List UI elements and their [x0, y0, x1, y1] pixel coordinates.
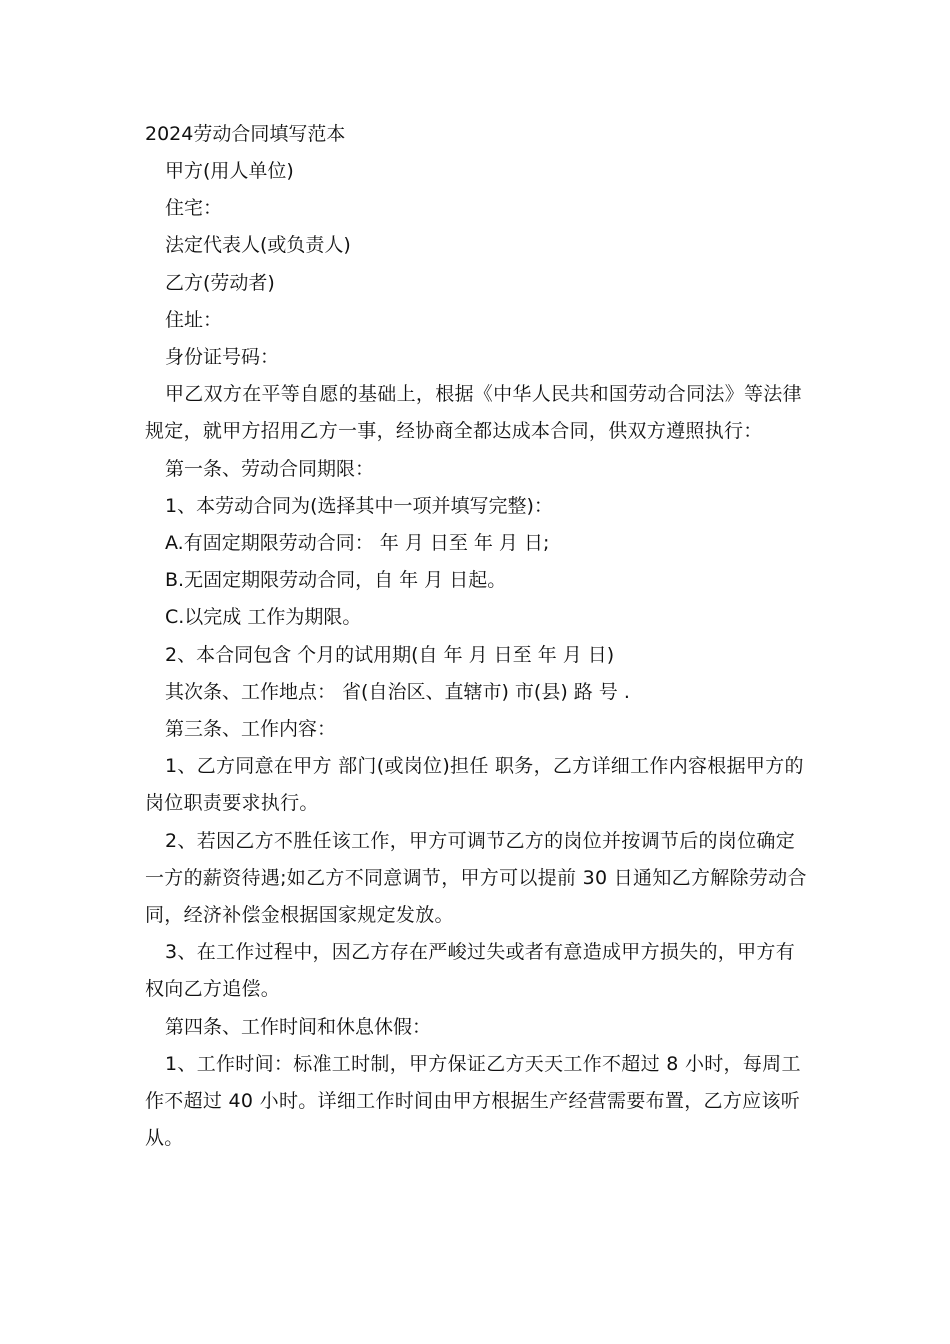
document-body	[145, 116, 825, 1157]
party-a-label: 甲方(用人单位)	[165, 160, 294, 182]
article-4-heading: 第四条、工作时间和休息休假：	[165, 1015, 432, 1038]
party-b-label: 乙方(劳动者)	[165, 271, 275, 294]
article-1-clause-1: 1、本劳动合同为(选择其中一项并填写完整)：	[165, 494, 553, 517]
id-number-label: 身份证号码：	[165, 346, 280, 369]
article-3-clause-3: 3、在工作过程中，因乙方存在严峻过失或者有意造成甲方损失的，甲方有权向乙方追偿。	[145, 941, 795, 1001]
article-1-option-c: C.以完成 工作为期限。	[165, 606, 362, 629]
article-1-option-a: A.有固定期限劳动合同： 年 月 日至 年 月 日;	[165, 532, 550, 555]
article-4-clause-1: 1、工作时间：标准工时制，甲方保证乙方天天工作不超过 8 小时，每周工作不超过 40 小时。详细工作时间由甲方根据生产经营需要布置，乙方应该听从。	[145, 1052, 801, 1150]
article-1-clause-2: 2、本合同包含 个月的试用期(自 年 月 日至 年 月 日)	[165, 643, 615, 666]
legal-representative-label: 法定代表人(或负责人)	[165, 234, 351, 257]
article-1-option-b: B.无固定期限劳动合同，自 年 月 日起。	[165, 569, 507, 592]
party-b-address-label: 住址：	[165, 308, 223, 331]
party-a-address-label: 住宅：	[165, 197, 223, 220]
article-3-clause-2: 2、若因乙方不胜任该工作，甲方可调节乙方的岗位并按调节后的岗位确定一方的薪资待遇;如乙方不同意调节，甲方可以提前 30 日通知乙方解除劳动合同，经济补偿金根据国家规定发放。	[145, 829, 807, 927]
article-1-heading: 第一条、劳动合同期限：	[165, 457, 375, 480]
article-3-clause-1: 1、乙方同意在甲方 部门(或岗位)担任 职务，乙方详细工作内容根据甲方的岗位职责要求执行。	[145, 755, 804, 815]
article-3-heading: 第三条、工作内容：	[165, 718, 337, 741]
preamble-paragraph: 甲乙双方在平等自愿的基础上，根据《中华人民共和国劳动合同法》等法律规定，就甲方招用乙方一事，经协商全都达成本合同，供双方遵照执行：	[145, 383, 802, 443]
document-title: 2024劳动合同填写范本	[145, 123, 346, 145]
article-2-work-location: 其次条、工作地点： 省(自治区、直辖市) 市(县) 路 号 .	[165, 680, 630, 703]
